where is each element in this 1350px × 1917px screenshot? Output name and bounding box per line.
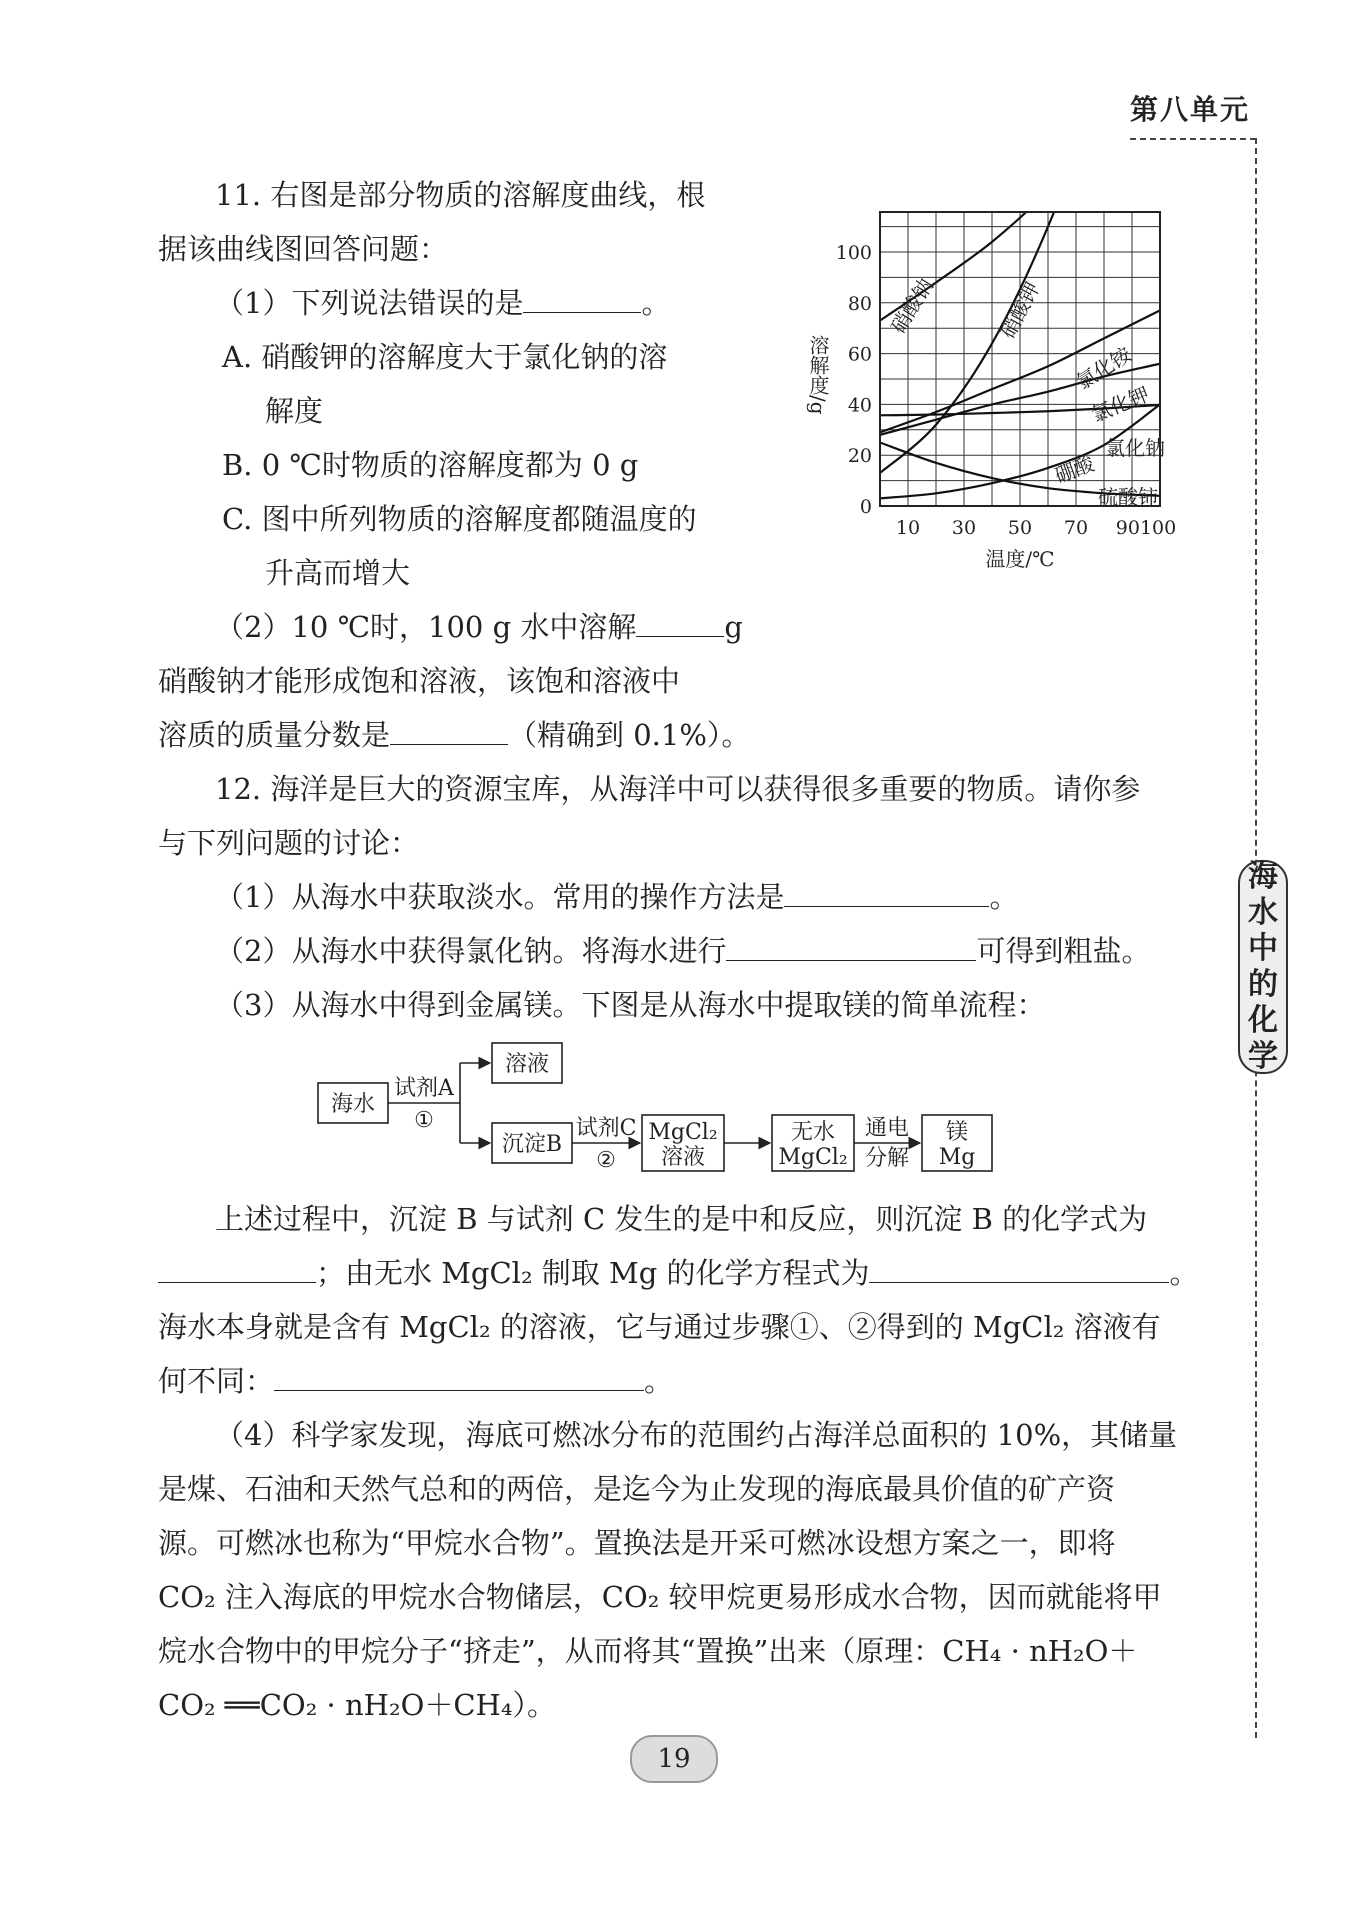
side-tab-char: 的 (1248, 967, 1278, 1002)
q11-option-a-line2: 解度 (265, 394, 324, 428)
series-label: 硼酸 (1051, 451, 1098, 488)
anhydrous-line1: 无水 (790, 1120, 836, 1145)
q11-part2-line3: 溶质的质量分数是 （精确到 0.1%）。 (158, 718, 751, 752)
q12-part4-line6: CO₂ ══CO₂ · nH₂O＋CH₄）。 (158, 1688, 556, 1722)
q11-option-c-line1: C. 图中所列物质的溶解度都随温度的 (222, 502, 697, 536)
seawater-label: 海水 (330, 1092, 376, 1117)
x-tick-label: 10 (895, 517, 921, 539)
solution-label: 溶液 (504, 1052, 550, 1077)
answer-blank[interactable] (726, 934, 976, 961)
x-axis-label: 温度/℃ (985, 547, 1055, 571)
reagent-c-label: 试剂C (575, 1116, 637, 1141)
y-tick-label: 40 (847, 394, 872, 417)
answer-blank[interactable] (869, 1256, 1169, 1283)
precipitate-b-label: 沉淀B (501, 1132, 563, 1157)
x-tick-label: 70 (1063, 517, 1089, 539)
mgcl2-solution-line1: MgCl₂ (648, 1120, 718, 1145)
magnesium-line1: 镁 (945, 1120, 969, 1145)
answer-blank[interactable] (158, 1256, 316, 1283)
side-tab-char: 海 (1248, 859, 1278, 894)
magnesium-flow-diagram (300, 1035, 1060, 1175)
electrolysis-line2: 分解 (864, 1146, 910, 1171)
unit-label: 第八单元 (1130, 93, 1251, 126)
answer-blank[interactable] (390, 718, 508, 745)
answer-blank[interactable] (274, 1364, 644, 1391)
q12-part4-line3: 源。可燃冰也称为“甲烷水合物”。置换法是开采可燃冰设想方案之一，即将 (158, 1526, 1116, 1560)
q12-part4-line5: 烷水合物中的甲烷分子“挤走”，从而将其“置换”出来（原理：CH₄ · nH₂O＋ (158, 1634, 1138, 1668)
series-label: 硝酸钠 (885, 274, 939, 338)
y-axis-label: 溶解度/g (806, 335, 830, 415)
step-2-label: ② (596, 1148, 616, 1173)
x-tick-label: 30 (951, 517, 977, 539)
answer-blank[interactable] (523, 286, 641, 313)
magnesium-line2: Mg (938, 1145, 976, 1170)
answer-blank[interactable] (636, 610, 724, 637)
series-label: 氯化铵 (1071, 342, 1136, 395)
q12-part4-line2: 是煤、石油和天然气总和的两倍，是迄今为止发现的海底最具价值的矿产资 (158, 1472, 1116, 1506)
header-divider (1130, 138, 1256, 140)
mgcl2-solution-line2: 溶液 (660, 1145, 706, 1170)
q12-part4-line1: （4）科学家发现，海底可燃冰分布的范围约占海洋总面积的 10%，其储量 (215, 1418, 1178, 1452)
q12-after-line2: ；由无水 MgCl₂ 制取 Mg 的化学方程式为 。 (158, 1246, 1199, 1300)
y-tick-label: 100 (835, 242, 872, 264)
q11-part1: （1）下列说法错误的是 。 (215, 286, 671, 320)
y-tick-label: 60 (847, 343, 872, 366)
solubility-chart (790, 200, 1190, 690)
q11-option-b: B. 0 ℃时物质的溶解度都为 0 g (222, 448, 639, 482)
x-tick-label: 50 (1007, 517, 1033, 539)
q12-part1: （1）从海水中获取淡水。常用的操作方法是 。 (215, 880, 1019, 914)
electrolysis-line1: 通电 (864, 1116, 910, 1141)
q11-part2-line1: （2）10 ℃时，100 g 水中溶解 g (215, 610, 743, 644)
q12-after-line4: 何不同： 。 (158, 1364, 674, 1398)
x-tick-label: 90100 (1115, 517, 1177, 539)
series-label: 硫酸铈 (1098, 485, 1158, 509)
q11-intro-line1: 11. 右图是部分物质的溶解度曲线，根 (215, 178, 706, 212)
q11-option-c-line2: 升高而增大 (265, 556, 411, 590)
q11-intro-line2: 据该曲线图回答问题： (158, 232, 449, 266)
q11-option-a-line1: A. 硝酸钾的溶解度大于氯化钠的溶 (222, 340, 668, 374)
chapter-side-tab (1238, 860, 1288, 1074)
step-1-label: ① (414, 1108, 434, 1133)
q11-part2-line2: 硝酸钠才能形成饱和溶液，该饱和溶液中 (158, 664, 681, 698)
q12-part4-line4: CO₂ 注入海底的甲烷水合物储层，CO₂ 较甲烷更易形成水合物，因而就能将甲 (158, 1580, 1162, 1614)
q12-part3: （3）从海水中得到金属镁。下图是从海水中提取镁的简单流程： (215, 988, 1046, 1022)
side-tab-char: 水 (1248, 895, 1278, 930)
reagent-a-label: 试剂A (394, 1076, 454, 1101)
y-tick-label: 0 (859, 496, 872, 518)
series-label: 氯化钠 (1105, 436, 1165, 460)
q12-intro-line1: 12. 海洋是巨大的资源宝库，从海洋中可以获得很多重要的物质。请你参 (215, 772, 1141, 806)
q12-intro-line2: 与下列问题的讨论： (158, 826, 420, 860)
side-tab-char: 化 (1248, 1003, 1278, 1038)
series-label: 硝酸钾 (995, 278, 1045, 343)
y-tick-label: 20 (847, 445, 872, 468)
q12-after-line3: 海水本身就是含有 MgCl₂ 的溶液，它与通过步骤①、②得到的 MgCl₂ 溶液有 (158, 1310, 1161, 1344)
answer-blank[interactable] (784, 880, 989, 907)
anhydrous-line2: MgCl₂ (778, 1145, 848, 1170)
side-tab-char: 学 (1248, 1039, 1278, 1074)
page-number: 19 (630, 1735, 718, 1783)
side-tab-char: 中 (1248, 931, 1278, 966)
q12-after-line1: 上述过程中，沉淀 B 与试剂 C 发生的是中和反应，则沉淀 B 的化学式为 (215, 1202, 1148, 1236)
q12-part2: （2）从海水中获得氯化钠。将海水进行 可得到粗盐。 (215, 934, 1151, 968)
series-label: 氯化钾 (1087, 381, 1153, 427)
y-tick-label: 80 (847, 292, 872, 315)
